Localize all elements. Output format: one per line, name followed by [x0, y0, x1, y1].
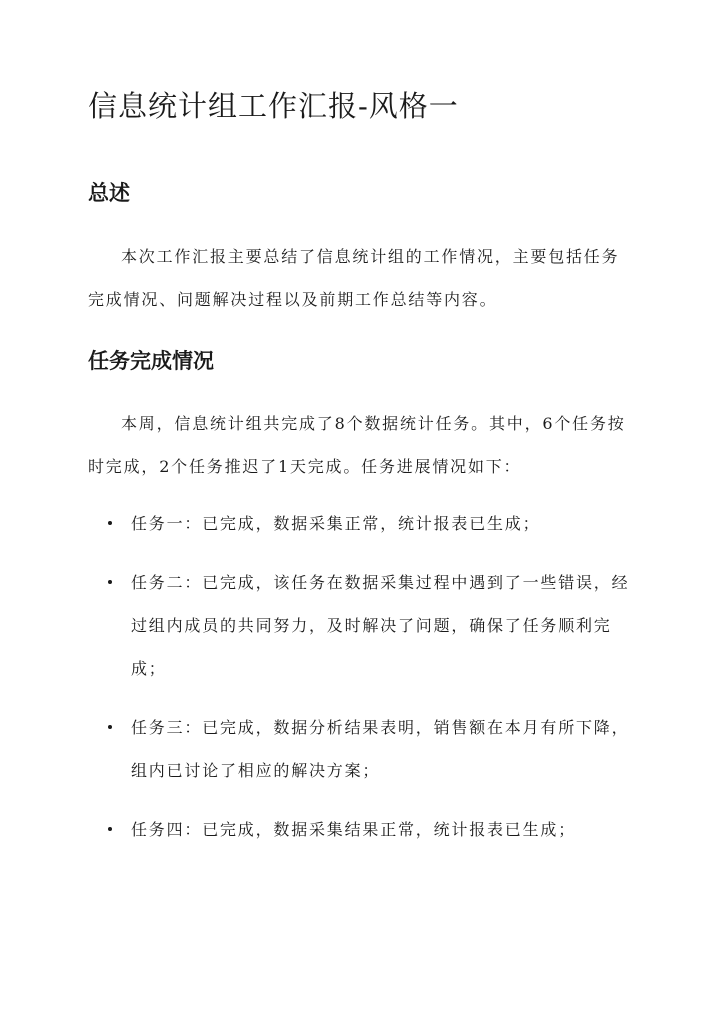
- list-item: [88, 706, 633, 792]
- list-item: [88, 808, 633, 851]
- list-item: [88, 502, 633, 545]
- task-item-text: 任务四：已完成，数据采集结果正常，统计报表已生成；: [131, 820, 577, 839]
- bullet-dot-icon: [108, 725, 112, 729]
- bullet-dot-icon: [108, 827, 112, 831]
- bullet-dot-icon: [108, 580, 112, 584]
- document-title: 信息统计组工作汇报-风格一: [88, 89, 459, 123]
- section-heading-overview: 总述: [88, 180, 130, 205]
- task-item-text: 任务一：已完成，数据采集正常，统计报表已生成；: [131, 514, 541, 533]
- overview-paragraph: 本次工作汇报主要总结了信息统计组的工作情况，主要包括任务完成情况、问题解决过程以及前期工作总结等内容。: [88, 247, 620, 309]
- section-heading-task-status: 任务完成情况: [88, 348, 214, 373]
- list-item: [88, 561, 633, 690]
- task-item-text: 任务三：已完成，数据分析结果表明，销售额在本月有所下降，组内已讨论了相应的解决方案；: [131, 718, 630, 780]
- task-item-text: 任务二：已完成，该任务在数据采集过程中遇到了一些错误，经过组内成员的共同努力，及时解决了问题，确保了任务顺利完成；: [131, 573, 630, 678]
- task-list: [88, 502, 633, 867]
- task-status-paragraph: 本周，信息统计组共完成了8个数据统计任务。其中，6个任务按时完成，2个任务推迟了1天完成。任务进展情况如下：: [88, 414, 626, 476]
- bullet-dot-icon: [108, 521, 112, 525]
